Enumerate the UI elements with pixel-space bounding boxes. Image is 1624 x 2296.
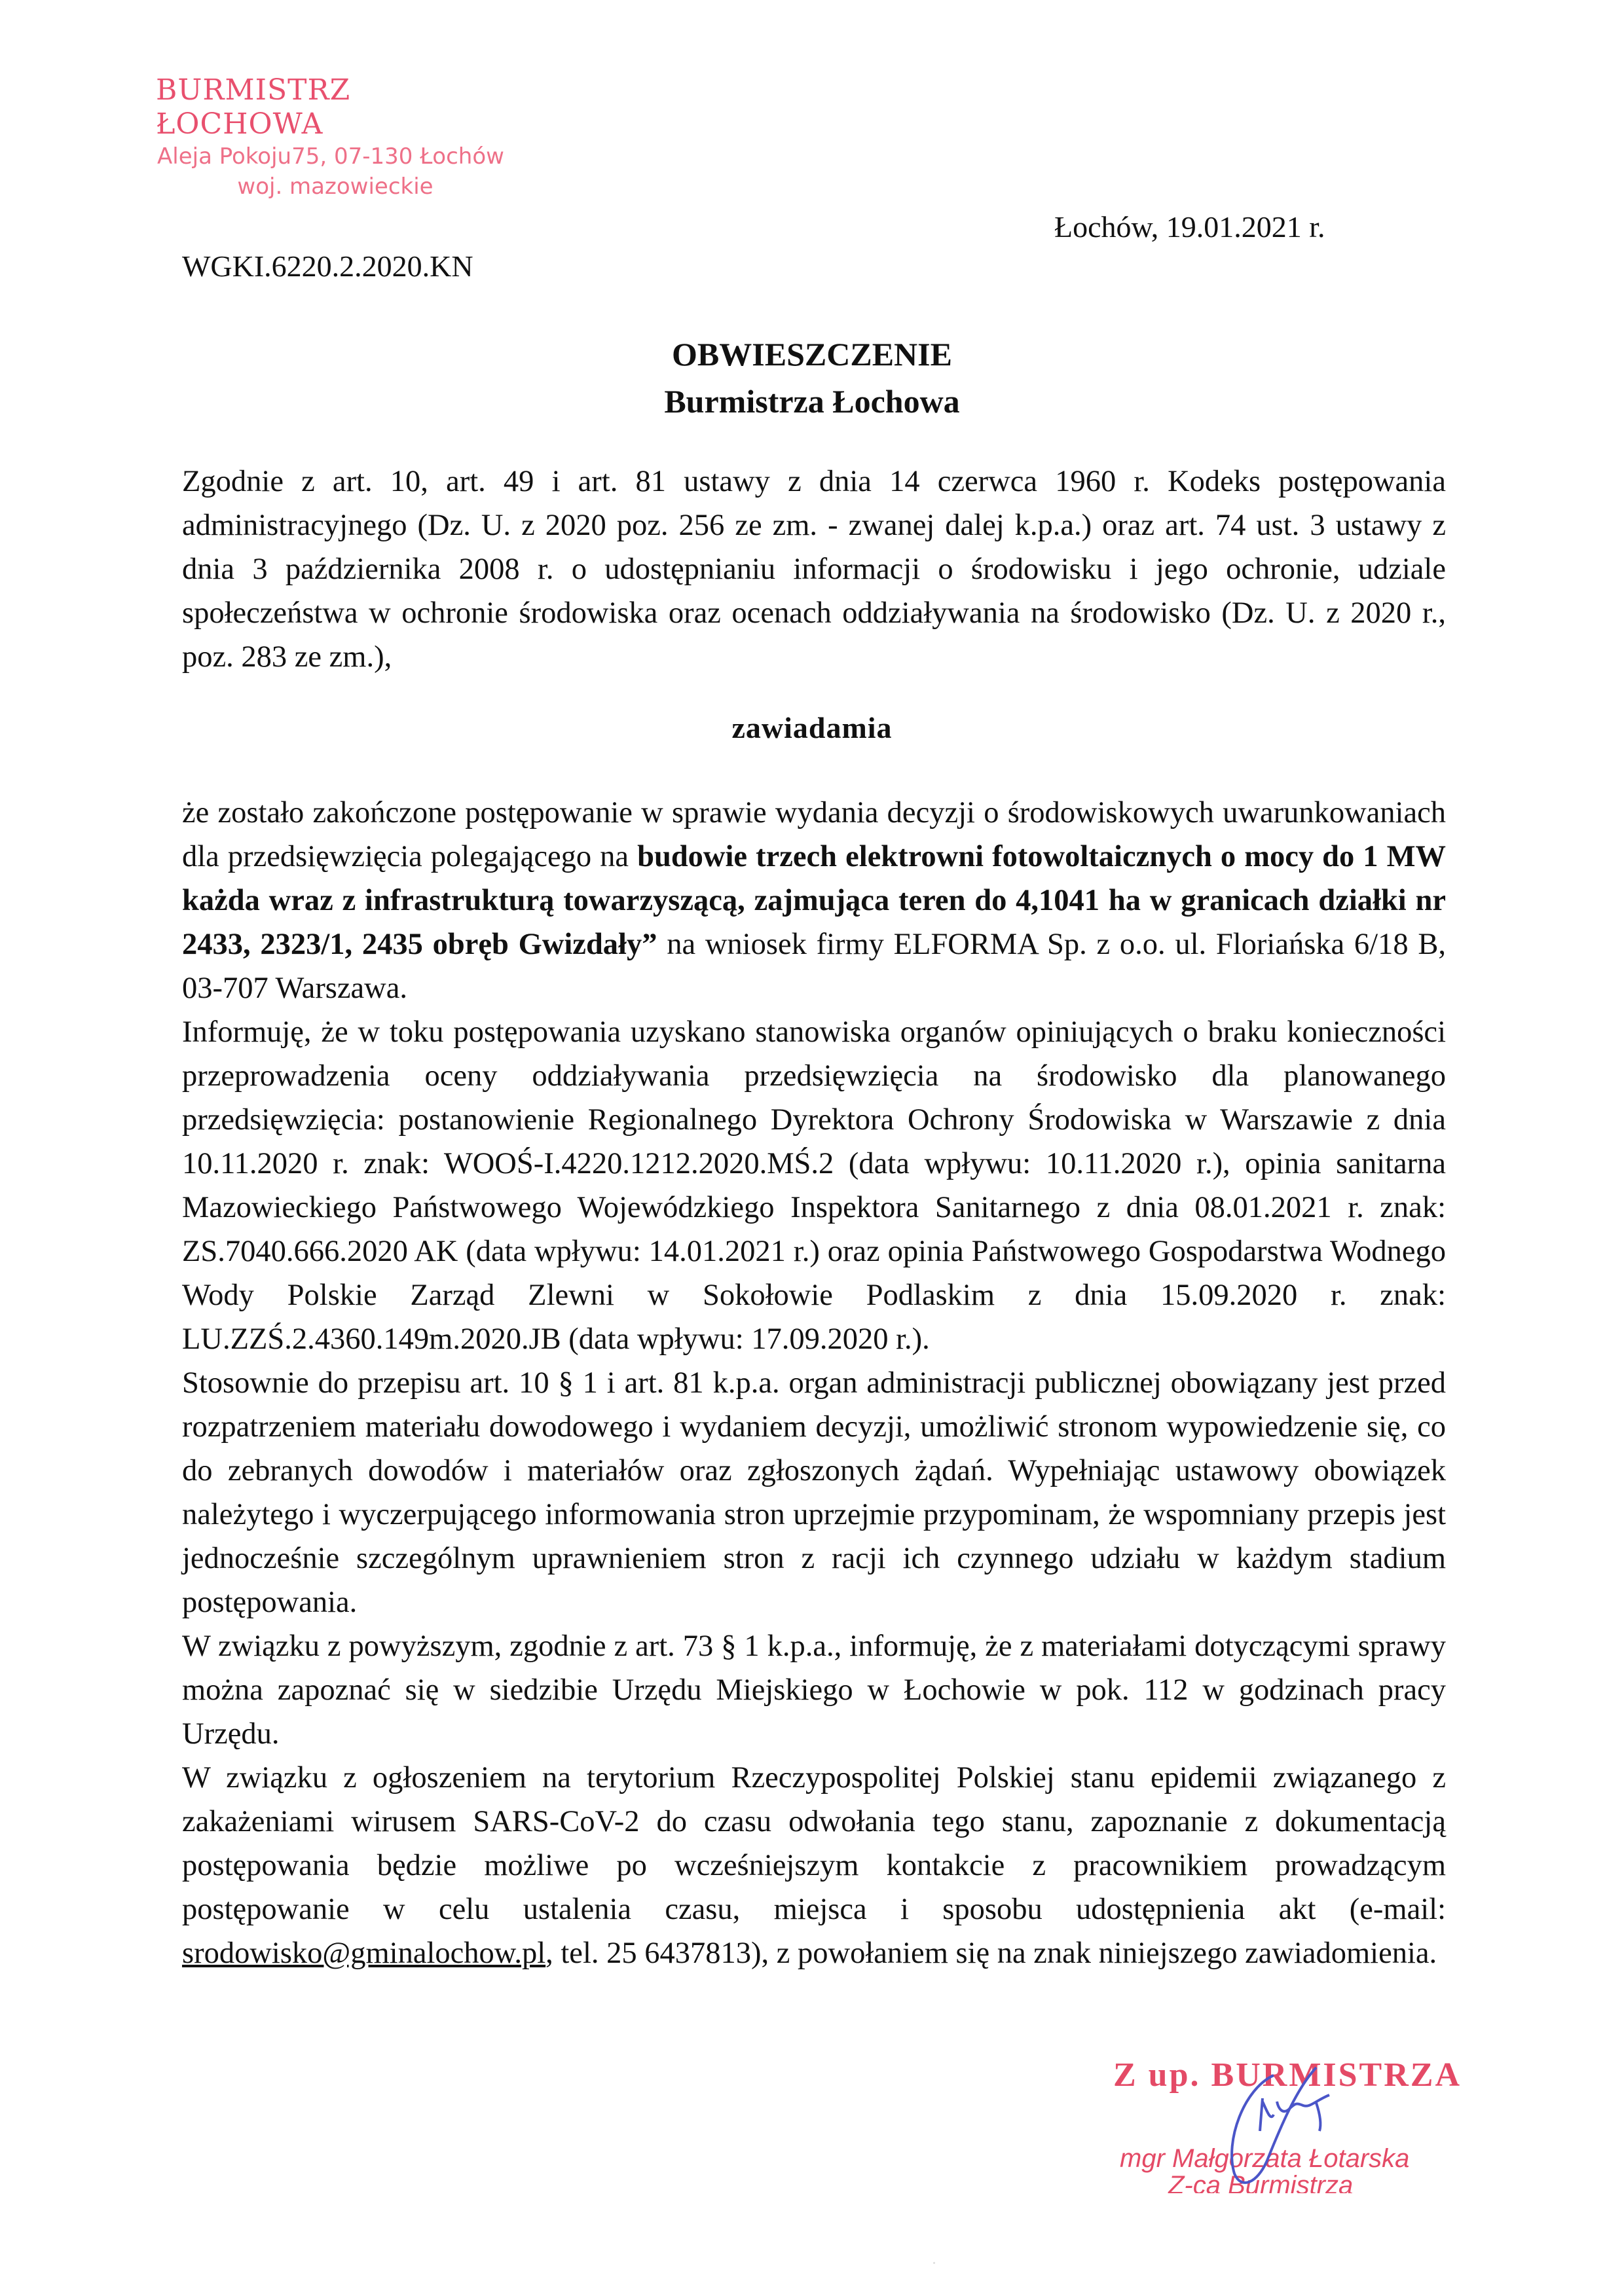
paragraph-opinions: Informuję, że w toku postępowania uzyskano stanowiska organów opiniujących o braku konieczności przeprowadzenia oceny oddziaływania przedsięwzięcia na środowisko dla planowanego przedsięwzięcia: postanowienie Regionalnego Dyrektora Ochrony Środowiska w Warszawie z dnia 10.11.2020 r. znak: WOOŚ-I.4220.1212.2020.MŚ.2 (data wpływu: 10.11.2020 r.), opinia sanitarna Mazowieckiego Państwowego Wojewódzkiego Inspektora Sanitarnego z dnia 08.01.2021 r. znak: ZS.7040.666.2020 AK (data wpływu: 14.01.2021 r.) oraz opinia Państwowego Gospodarstwa Wodnego Wody Polskie Zarząd Zlewni w Sokołowie Podlaskim z dnia 15.09.2020 r. znak: LU.ZZŚ.2.4360.149m.2020.JB (data wpływu: 17.09.2020 r.). [182,1015,1446,1356]
stamp-address: Aleja Pokoju75, 07-130 Łochów [157,143,504,170]
office-stamp [152,73,519,202]
p5-text-before: W związku z ogłoszeniem na terytorium Rzeczypospolitej Polskiej stanu epidemii związanego z zakażeniami wirusem SARS-CoV-2 do czasu odwołania tego stanu, zapoznanie z dokumentacją postępowania będzie możliwe po wcześniejszym kontakcie z pracownikiem prowadzącym postępowanie w celu ustalenia czasu, miejsca i sposobu udostępnienia akt (e-mail: [182,1761,1446,1926]
signatory-name: mgr Małgorzata Łotarska [1120,2144,1410,2173]
document-title [0,331,1624,425]
notice-body [182,791,1446,1975]
reference-number: WGKI.6220.2.2020.KN [182,249,473,283]
intro-text: Zgodnie z art. 10, art. 49 i art. 81 ustawy z dnia 14 czerwca 1960 r. Kodeks postępowania administracyjnego (Dz. U. z 2020 poz. 256 ze zm. - zwanej dalej k.p.a.) oraz art. 74 ust. 3 ustawy z dnia 3 października 2008 r. o udostępnianiu informacji o środowisku i jego ochronie, udziale społeczeństwa w ochronie środowiska oraz ocenach oddziaływania na środowisko (Dz. U. z 2020 r., poz. 283 ze zm.), [182,465,1446,674]
signatory-role: Z-ca Burmistrza [1168,2174,1354,2193]
paragraph-epidemic [182,1756,1446,1975]
stamp-office-name: BURMISTRZ ŁOCHOWA [156,73,351,141]
paragraph-proceedings-concluded [182,791,1446,1010]
paragraph-rights: Stosownie do przepisu art. 10 § 1 i art. 81 k.p.a. organ administracji publicznej obowiązany jest przed rozpatrzeniem materiału dowodowego i wydaniem decyzji, umożliwić stronom wypowiedzenie się, co do zebranych dowodów i materiałów oraz zgłoszonych żądań. Wypełniając ustawowy obowiązek należytego i wyczerpującego informowania stron uprzejmie przypominam, że wspomniany przepis jest jednocześnie szczególnym uprawnieniem stron z racji ich czynnego udziału w każdym stadium postępowania. [182,1366,1446,1619]
title-sub: Burmistrza Łochowa [664,383,960,420]
legal-basis-paragraph [182,460,1446,679]
scan-speck [933,2262,935,2264]
signature-authority: Z up. BURMISTRZA [1113,2056,1462,2094]
stamp-region: woj. mazowieckie [237,173,434,200]
paragraph-access: W związku z powyższym, zgodnie z art. 73 § 1 k.p.a., informuję, że z materiałami dotyczącymi sprawy można zapoznać się w siedzibie Urzędu Miejskiego w Łochowie w pok. 112 w godzinach pracy Urzędu. [182,1630,1446,1751]
title-main: OBWIESZCZENIE [672,336,952,373]
p1-text-before: że zostało zakończone postępowanie w sprawie wydania decyzji o środowiskowych uwarunkowaniach dla przedsięwzięcia polegającego na [182,796,1446,873]
project-description: budowie trzech elektrowni fotowoltaicznych o mocy do 1 MW każda wraz z infrastrukturą towarzyszącą, zajmująca teren do 4,1041 ha w granicach działki nr 2433, 2323/1, 2435 obręb Gwizdały” [182,840,1446,961]
p1-text-after: na wniosek firmy ELFORMA Sp. z o.o. ul. Floriańska 6/18 B, 03-707 Warszawa. [182,928,1446,1005]
email-link[interactable]: srodowisko@gminalochow.pl [182,1937,546,1970]
place-and-date: Łochów, 19.01.2021 r. [1054,210,1325,244]
notify-heading: zawiadamia [731,711,893,744]
handwritten-signature-icon [1205,2062,1362,2193]
p5-text-after: , tel. 25 6437813), z powołaniem się na znak niniejszego zawiadomienia. [545,1937,1437,1970]
